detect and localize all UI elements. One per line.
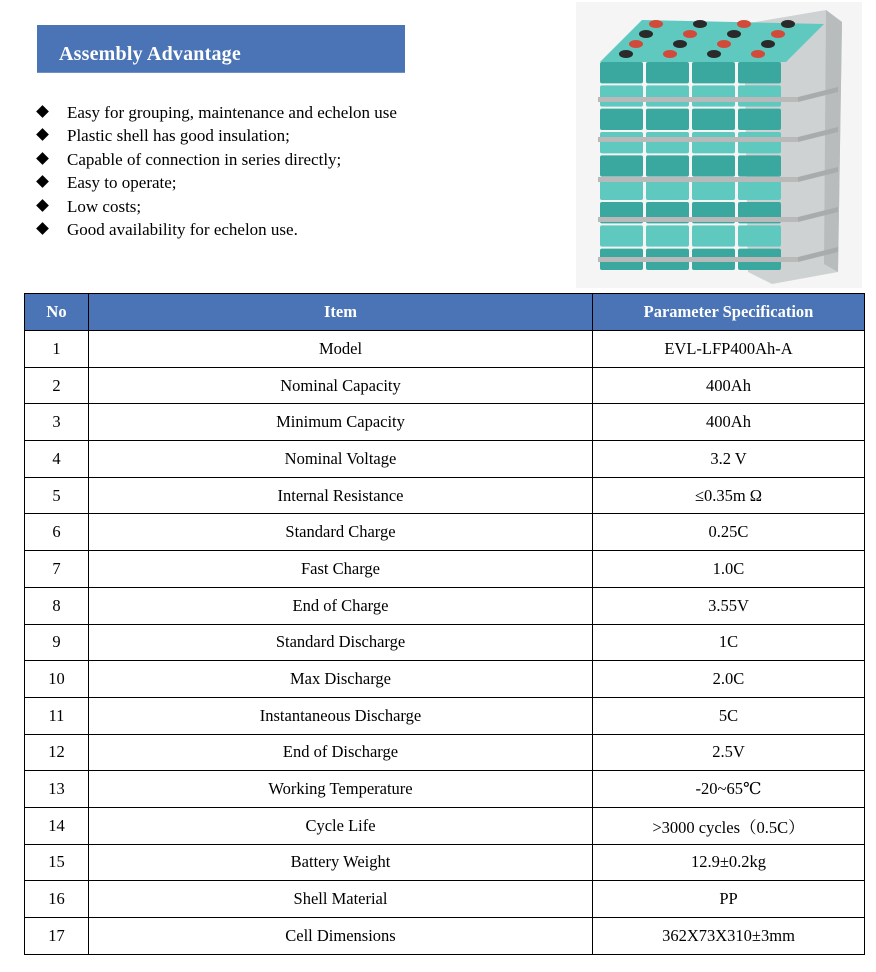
cell-segment — [600, 225, 643, 246]
table-row — [25, 807, 865, 844]
row-spec-cell: 400Ah — [593, 404, 865, 441]
row-no-cell: 14 — [25, 807, 89, 844]
cell-segment — [646, 155, 689, 176]
row-spec-cell: 0.25C — [593, 514, 865, 551]
battery-pack-image — [576, 2, 862, 288]
table-row — [25, 624, 865, 661]
table-row — [25, 918, 865, 955]
row-spec-cell: 362X73X310±3mm — [593, 918, 865, 955]
terminal-icon — [717, 40, 731, 48]
diamond-bullet-icon — [36, 152, 49, 165]
row-item-cell: Minimum Capacity — [89, 404, 593, 441]
terminal-icon — [781, 20, 795, 28]
strap — [598, 137, 798, 142]
row-item-cell: End of Charge — [89, 587, 593, 624]
table-row — [25, 331, 865, 368]
diamond-bullet-icon — [36, 199, 49, 212]
cell-segment — [646, 62, 689, 83]
table-row — [25, 734, 865, 771]
cell-segment — [600, 132, 643, 153]
table-row — [25, 587, 865, 624]
row-no-cell: 16 — [25, 881, 89, 918]
table-row — [25, 697, 865, 734]
table-row — [25, 441, 865, 478]
row-no-cell: 10 — [25, 661, 89, 698]
terminal-icon — [707, 50, 721, 58]
row-spec-cell: 3.2 V — [593, 441, 865, 478]
section-title: Assembly Advantage — [59, 43, 241, 65]
list-item-text: Good availability for echelon use. — [67, 219, 298, 239]
row-spec-cell: 1C — [593, 624, 865, 661]
cell-segment — [738, 62, 781, 83]
cell-segment — [738, 225, 781, 246]
table-row — [25, 771, 865, 808]
terminal-icon — [771, 30, 785, 38]
terminal-icon — [629, 40, 643, 48]
cell-segment — [646, 225, 689, 246]
row-no-cell: 4 — [25, 441, 89, 478]
row-spec-cell: 1.0C — [593, 551, 865, 588]
cell-segment — [600, 85, 643, 106]
table-row — [25, 661, 865, 698]
row-spec-cell: 2.0C — [593, 661, 865, 698]
row-no-cell: 11 — [25, 697, 89, 734]
cell-segment — [692, 62, 735, 83]
row-spec-cell: 5C — [593, 697, 865, 734]
strap — [598, 217, 798, 222]
terminal-icon — [649, 20, 663, 28]
strap — [598, 97, 798, 102]
table-row — [25, 367, 865, 404]
row-spec-cell: PP — [593, 881, 865, 918]
cell-segment — [600, 62, 643, 83]
row-no-cell: 8 — [25, 587, 89, 624]
cell-segment — [738, 85, 781, 106]
row-no-cell: 12 — [25, 734, 89, 771]
header-no: No — [25, 294, 89, 331]
terminal-icon — [639, 30, 653, 38]
terminal-icon — [683, 30, 697, 38]
cell-segment — [646, 132, 689, 153]
table-row — [25, 477, 865, 514]
section-banner — [37, 25, 405, 73]
battery-pack-illustration — [576, 2, 862, 288]
row-spec-cell: 400Ah — [593, 367, 865, 404]
row-no-cell: 1 — [25, 331, 89, 368]
row-item-cell: Battery Weight — [89, 844, 593, 881]
list-item-text: Capable of connection in series directly; — [67, 149, 342, 169]
row-spec-cell: ≤0.35m Ω — [593, 477, 865, 514]
row-item-cell: Working Temperature — [89, 771, 593, 808]
terminal-icon — [761, 40, 775, 48]
row-no-cell: 3 — [25, 404, 89, 441]
row-item-cell: Shell Material — [89, 881, 593, 918]
diamond-bullet-icon — [36, 105, 49, 118]
list-item — [36, 195, 397, 218]
row-spec-cell: EVL-LFP400Ah-A — [593, 331, 865, 368]
row-spec-cell: -20~65℃ — [593, 771, 865, 808]
row-spec-cell: >3000 cycles（0.5C） — [593, 807, 865, 844]
row-spec-cell: 12.9±0.2kg — [593, 844, 865, 881]
cell-segment — [692, 225, 735, 246]
cell-segment — [692, 155, 735, 176]
terminal-icon — [693, 20, 707, 28]
list-item — [36, 124, 397, 147]
cell-segment — [738, 132, 781, 153]
cell-segment — [692, 132, 735, 153]
diamond-bullet-icon — [36, 129, 49, 142]
row-spec-cell: 3.55V — [593, 587, 865, 624]
header-spec: Parameter Specification — [593, 294, 865, 331]
cell-segment — [692, 85, 735, 106]
table-header-row — [25, 294, 865, 331]
row-no-cell: 13 — [25, 771, 89, 808]
row-no-cell: 2 — [25, 367, 89, 404]
cell-segment — [646, 109, 689, 130]
row-no-cell: 15 — [25, 844, 89, 881]
row-no-cell: 17 — [25, 918, 89, 955]
list-item — [36, 171, 397, 194]
list-item-text: Easy for grouping, maintenance and echelon use — [67, 103, 397, 122]
cell-segment — [692, 109, 735, 130]
list-item — [36, 218, 397, 241]
strap — [598, 257, 798, 262]
list-item-text: Plastic shell has good insulation; — [67, 126, 290, 146]
row-item-cell: Nominal Capacity — [89, 367, 593, 404]
row-no-cell: 9 — [25, 624, 89, 661]
strap — [598, 177, 798, 182]
cell-segment — [600, 109, 643, 130]
row-item-cell: Fast Charge — [89, 551, 593, 588]
row-item-cell: End of Discharge — [89, 734, 593, 771]
row-item-cell: Standard Discharge — [89, 624, 593, 661]
row-item-cell: Nominal Voltage — [89, 441, 593, 478]
row-item-cell: Cell Dimensions — [89, 918, 593, 955]
cell-segment — [646, 85, 689, 106]
list-item-text: Low costs; — [67, 196, 142, 216]
terminal-icon — [737, 20, 751, 28]
header-item: Item — [89, 294, 593, 331]
terminal-icon — [663, 50, 677, 58]
cell-segment — [738, 109, 781, 130]
terminal-icon — [751, 50, 765, 58]
row-item-cell: Max Discharge — [89, 661, 593, 698]
table-row — [25, 404, 865, 441]
row-item-cell: Instantaneous Discharge — [89, 697, 593, 734]
table-row — [25, 881, 865, 918]
list-item — [36, 101, 397, 124]
cell-segment — [600, 155, 643, 176]
row-item-cell: Model — [89, 331, 593, 368]
list-item-text: Easy to operate; — [67, 173, 177, 193]
table-row — [25, 844, 865, 881]
row-no-cell: 6 — [25, 514, 89, 551]
table-row — [25, 514, 865, 551]
spec-table — [24, 293, 865, 955]
advantages-list — [36, 101, 397, 241]
list-item — [36, 148, 397, 171]
table-row — [25, 551, 865, 588]
row-item-cell: Internal Resistance — [89, 477, 593, 514]
row-item-cell: Standard Charge — [89, 514, 593, 551]
terminal-icon — [619, 50, 633, 58]
terminal-icon — [673, 40, 687, 48]
cell-segment — [738, 155, 781, 176]
row-spec-cell: 2.5V — [593, 734, 865, 771]
diamond-bullet-icon — [36, 222, 49, 235]
diamond-bullet-icon — [36, 175, 49, 188]
table-body — [25, 331, 865, 955]
row-item-cell: Cycle Life — [89, 807, 593, 844]
terminal-icon — [727, 30, 741, 38]
row-no-cell: 7 — [25, 551, 89, 588]
row-no-cell: 5 — [25, 477, 89, 514]
